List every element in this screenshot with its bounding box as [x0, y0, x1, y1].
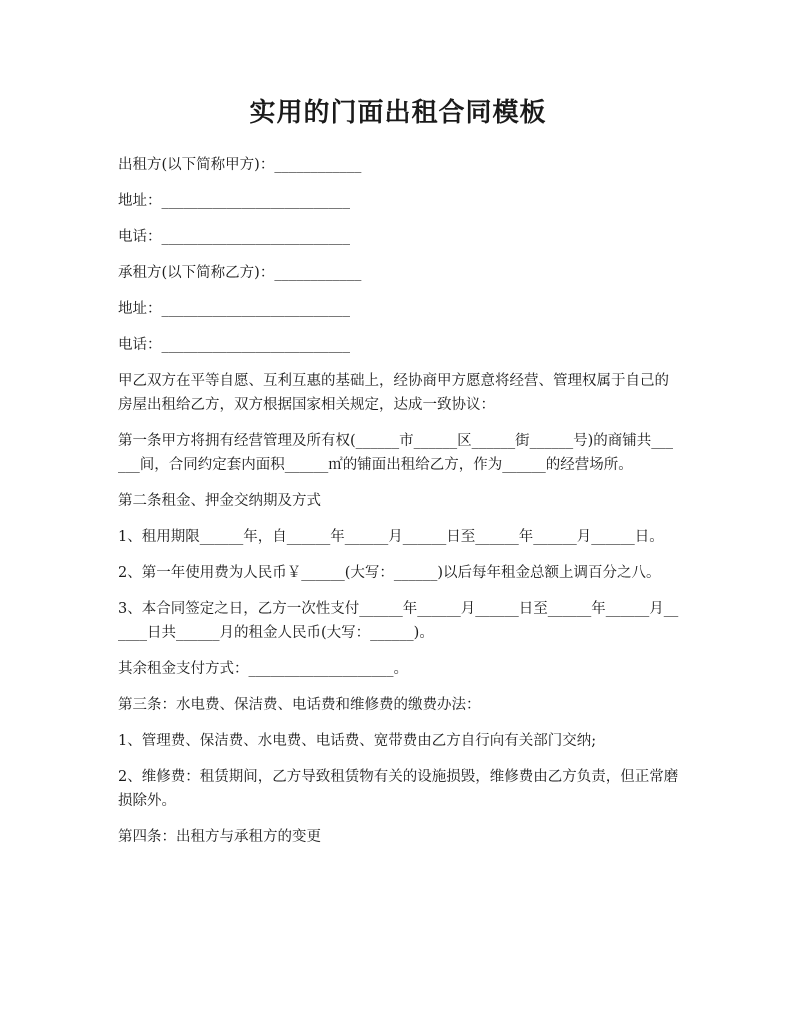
document-page: [118, 0, 680, 849]
article-2-item-3: 3、本合同签定之日，乙方一次性支付______年______月______日至______年______月______日共______月的租金人民币(大写：______)。: [118, 601, 679, 641]
lessee-line: 承租方(以下简称乙方)：____________: [118, 265, 362, 281]
lessee-phone-line: 电话：__________________________: [118, 337, 350, 353]
lessor-address-line: 地址：__________________________: [118, 193, 350, 209]
document-title: 实用的门面出租合同模板: [249, 98, 547, 128]
article-2-heading: 第二条租金、押金交纳期及方式: [118, 493, 321, 509]
lessor-phone-line: 电话：__________________________: [118, 229, 350, 245]
preamble-paragraph: 甲乙双方在平等自愿、互利互惠的基础上，经协商甲方愿意将经营、管理权属于自己的房屋出租给乙方，双方根据国家相关规定，达成一致协议：: [118, 373, 669, 413]
article-3-heading: 第三条：水电费、保洁费、电话费和维修费的缴费办法：: [118, 697, 481, 713]
article-3-item-1: 1、管理费、保洁费、水电费、电话费、宽带费由乙方自行向有关部门交纳;: [118, 733, 597, 749]
article-4-heading: 第四条：出租方与承租方的变更: [118, 829, 321, 845]
article-2-item-2: 2、第一年使用费为人民币￥______(大写：______)以后每年租金总额上调百分之八。: [118, 565, 661, 581]
other-payment-line: 其余租金支付方式：____________________。: [118, 661, 408, 677]
lessee-address-line: 地址：__________________________: [118, 301, 350, 317]
article-1-paragraph: 第一条甲方将拥有经营管理及所有权(______市______区______街______号)的商铺共______间，合同约定套内面积______㎡的铺面出租给乙方，作为______的经营场所。: [118, 433, 674, 473]
article-3-item-2: 2、维修费：租赁期间，乙方导致租赁物有关的设施损毁，维修费由乙方负责，但正常磨损除外。: [118, 769, 679, 809]
lessor-line: 出租方(以下简称甲方)：____________: [118, 157, 362, 173]
article-2-item-1: 1、租用期限______年，自______年______月______日至______年______月______日。: [118, 529, 664, 545]
